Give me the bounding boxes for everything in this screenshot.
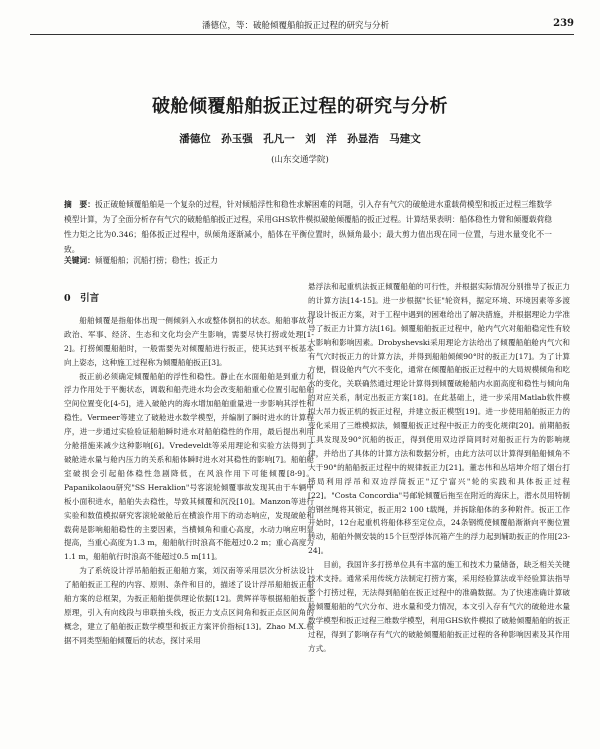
affiliation: (山东交通学院): [271, 155, 329, 165]
body-paragraph: 为了系统设计浮吊船舶扳正船舶方案，刘汉南等采用层次分析法设计了船舶扳正工程的内容、原则、条件和目的，描述了设计浮吊船舶扳正船舶方案的总框架，为扳正船舶提供理论依据[12]。黄辉祥等根据船舶扳正原理，引入有向线段与串联抽头线，扳正力支点区间角和扳正点区间角的概念，建立了船舶扳正数学模型和扳正方案评价指标[13]。Zhao M.X.根据不同类型船舶倾覆后的状态，探讨采用: [64, 566, 314, 645]
keywords-text: 倾覆船舶；沉船打捞；稳性；扳正力: [94, 256, 218, 265]
keywords-label: 关键词：: [64, 256, 95, 265]
left-column: [64, 282, 314, 742]
right-column: [308, 280, 570, 740]
section-heading: 0 引言: [64, 293, 100, 304]
body-paragraph: 扳正前必须确定倾覆船舶的浮性和稳性。静止在水面船舶是到重力和浮力作用处于平衡状态，调载和船壳进水均会改变船舶重心位置引起船舶空间位置变化[4-5]，进入破舱内的海水增加船舶重量进一步影响其浮性和稳性。Vermeer等建立了破舱进水数学模型，并编制了瞬时进水的计算程序，进一步通过实验验证船舶瞬时进水对船舶稳性的作用，最后提出利用分舱措施来减少这种影响[6]。Vredeveldt等采用理论和实验方法得到了破舱进水量与舱内压力的关系和船体瞬时进水对其稳性的影响[7]。船舶舱室破损会引起船体稳性急剧降低，在风浪作用下可能倾覆[8-9]。Papanikolaou研究"SS Heraklion"号客滚轮倾覆事故发现其由于车辆甲板小面积进水，船舶失去稳性，导致其倾覆和沉没[10]。Manzon等进行实验和数值模拟研究客滚轮破舱后在横浪作用下的动态响应，发现破舱和载荷是影响船舶稳性的主要因素，当横倾角和重心高度，水动力响应明显提高，当重心高度为1.3 m，船舶航行时浪高不能超过0.2 m；重心高度为1.1 m，船舶航行时浪高不能超过0.5 m[11]。: [64, 371, 314, 562]
body-paragraph: 船舶倾覆是指船体出现一侧倾斜入水或整体倒扣的状态。船舶事故对政治、军事、经济、生态和文化均会产生影响，需要尽快打捞或处理[1-2]。打捞倾覆船舶时，一般需要先对倾覆船进行扳正，使其达到平板基本向上姿态，这种施工过程称为倾覆船舶扳正[3]。: [64, 315, 314, 367]
running-title: 潘德位，等：破舱倾覆船舶扳正过程的研究与分析: [202, 21, 390, 31]
body-paragraph: 目前，我国许多打捞单位具有丰富的施工和技术力量储备，缺乏相关关键技术支持。通常采用传统方法制定打捞方案，采用经验算法或半经验算法指导整个打捞过程，无法得到船舶在扳正过程中的准确数据。为了快速准确计算破舱倾覆船舶的气穴分布、进水量和受力情况，本文引入存有气穴的破舱进水量数学模型和扳正过程三维数学模型，利用GHS软件模拟了破舱倾覆船舶的扳正过程，得到了影响存有气穴的破舱倾覆船舶扳正过程的各种影响因素及其作用方式。: [308, 560, 570, 653]
abstract: [64, 197, 552, 257]
keywords: [64, 254, 552, 268]
author-list: 潘德位 孙玉强 孔凡一 刘 洋 孙显浩 马建文: [179, 133, 421, 145]
paper-title: 破舱倾覆船舶扳正过程的研究与分析: [152, 96, 448, 117]
page-number: 239: [553, 18, 574, 29]
body-paragraph: 悬浮法和起重机法扳正倾覆船舶的可行性，并根据实际情况分别推导了扳正力的计算方法[14-15]。进一步根据"长征"轮资料，据定环境、环境因素等多渡现设计扳正方案，对于工程中遇到的困难给出了解决措施，并根据理论力学准导了扳正力计算方法[16]。倾覆船舶扳正过程中，舱内气穴对船舶稳定性有较大影响和影响因素。Drobyshevski采用理论方法给出了倾覆船舶舱内气穴和有气穴时扳正力的计算方法，并得到船舶倾倾90°时的扳正力[17]。为了计算方便，假设舱内气穴不变化，通常在倾覆船舶扳正过程中的大局规模倾角和吃水的变化，关联确然通过理论计算得到倾覆破舱船内水面高度和稳性与倾向角的对应关系，制定出扳正方案[18]。在此基础上，进一步采用Matlab软件模拟大吊力扳正机的扳正过程，并建立扳正模型[19]。进一步使用船舶扳正力的变化采用了三维模拟法，倾覆船扳正过程中扳正力的变化规律[20]。前期船扳工具发现及90°沉船的扳正，得到使用双边浮筒同时对船扳正行为的影响规律，并给出了具体的计算方法和数据分析，由此方法可以计算得到船船倾角不大于90°的船船扳正过程中的规律扳正力[21]。董志伟和丛培坤介绍了烟台打捞局利用浮吊和双边浮筒扳正"辽宁富兴"轮的实践和具体扳正过程[22]。"Costa Concordia"号邮轮倾覆后拖至在附近的海床上，潜水员用特制的钢丝绳将其锁定，扳正用2 100 t载绳，并拆除船体的多种附件。扳正工作开始时，12台起重机将船体移至定位点，24条钢缆使倾覆船渐渐向平衡位置转动，船舶外侧安装的15个巨型浮体沉箱产生的浮力起到辅助扳正的作用[23-24]。: [308, 282, 570, 556]
running-header: [30, 16, 574, 35]
abstract-label: 摘 要：: [64, 200, 95, 209]
abstract-text: 扳正破舱倾覆船舶是一个复杂的过程，针对倾船浮性和稳性求解困难的问题，引入存有气穴的破舱进水重载荷模型和扳正过程三维数学模型计算，为了全面分析存有气穴的破舱船舶扳正过程，采用GHS软件模拟破舱倾覆船的扳正过程。计算结果表明：船体稳性力臂和倾覆载荷稳性力矩之比为0.346；船体扳正过程中，纵倾角逐渐减小，船体在平衡位置时，纵倾角最小；最大剪力值出现在同一位置，与进水量变化不一致。: [64, 200, 552, 254]
